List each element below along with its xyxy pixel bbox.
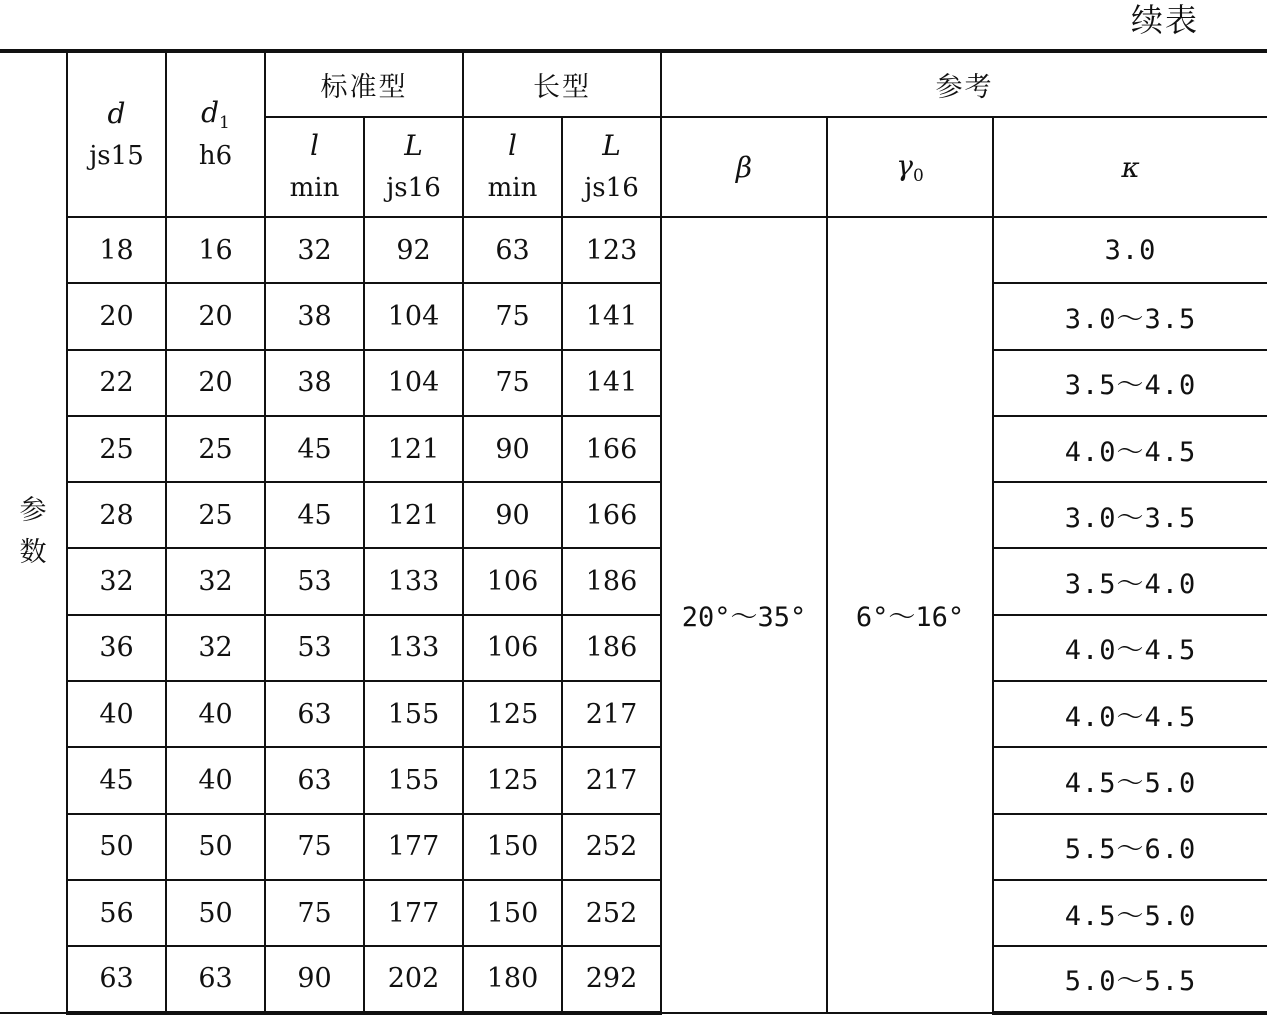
cell-long-L: 252	[562, 880, 661, 946]
cell-d: 45	[67, 747, 166, 813]
cell-long-l: 75	[463, 350, 562, 416]
cell-long-L: 166	[562, 482, 661, 548]
parameter-table	[0, 49, 1267, 1015]
cell-d1: 32	[166, 615, 265, 681]
cell-kappa: 4.0～4.5	[993, 615, 1267, 681]
cell-std-L: 121	[364, 482, 463, 548]
cell-std-L: 133	[364, 548, 463, 614]
L-sub: js16	[584, 173, 639, 203]
cell-kappa: 5.5～6.0	[993, 814, 1267, 880]
cell-d1: 25	[166, 416, 265, 482]
cell-d1: 40	[166, 681, 265, 747]
cell-kappa: 4.0～4.5	[993, 681, 1267, 747]
table-row	[0, 283, 1267, 349]
cell-kappa: 4.5～5.0	[993, 880, 1267, 946]
l-sub: min	[289, 173, 340, 203]
cell-d: 36	[67, 615, 166, 681]
cell-kappa: 3.0	[993, 217, 1267, 283]
side-label-char: 参	[19, 495, 47, 527]
cell-long-L: 217	[562, 747, 661, 813]
beta-value: 20°～35°	[661, 217, 827, 1013]
cell-std-L: 121	[364, 416, 463, 482]
cell-std-l: 45	[265, 482, 364, 548]
side-label-char: 数	[19, 537, 47, 569]
kappa-symbol: κ	[1121, 150, 1140, 184]
cell-std-l: 63	[265, 681, 364, 747]
cell-long-l: 106	[463, 615, 562, 681]
gamma-symbol: γ	[896, 148, 913, 182]
cell-kappa: 4.0～4.5	[993, 416, 1267, 482]
cell-d: 32	[67, 548, 166, 614]
gamma-value: 6°～16°	[827, 217, 993, 1013]
table-row	[0, 482, 1267, 548]
d-symbol: d	[107, 96, 126, 130]
cell-long-L: 141	[562, 350, 661, 416]
header-d1	[166, 51, 265, 217]
table-row	[0, 681, 1267, 747]
cell-std-l: 32	[265, 217, 364, 283]
header-long-l	[463, 117, 562, 217]
L-sub: js16	[386, 173, 441, 203]
d1-subscript: 1	[219, 113, 230, 133]
cell-kappa: 3.0～3.5	[993, 482, 1267, 548]
table-row	[0, 416, 1267, 482]
header-gamma	[827, 117, 993, 217]
header-d	[67, 51, 166, 217]
side-label-cell	[0, 51, 67, 1013]
header-long-L	[562, 117, 661, 217]
cell-d: 63	[67, 946, 166, 1012]
cell-long-L: 186	[562, 615, 661, 681]
cell-long-l: 125	[463, 747, 562, 813]
cell-std-L: 155	[364, 747, 463, 813]
cell-d: 40	[67, 681, 166, 747]
cell-long-L: 186	[562, 548, 661, 614]
cell-std-l: 90	[265, 946, 364, 1012]
side-label	[0, 490, 66, 574]
continued-table-label: 续表	[1130, 1, 1199, 39]
table-row	[0, 946, 1267, 1012]
cell-std-L: 177	[364, 814, 463, 880]
cell-d1: 20	[166, 350, 265, 416]
table-row	[0, 880, 1267, 946]
cell-kappa: 3.5～4.0	[993, 548, 1267, 614]
cell-long-L: 166	[562, 416, 661, 482]
cell-d1: 25	[166, 482, 265, 548]
cell-d: 25	[67, 416, 166, 482]
gamma-subscript: 0	[912, 165, 924, 186]
cell-long-l: 125	[463, 681, 562, 747]
header-row-1	[0, 51, 1267, 117]
cell-kappa: 4.5～5.0	[993, 747, 1267, 813]
cell-d1: 20	[166, 283, 265, 349]
cell-std-L: 155	[364, 681, 463, 747]
cell-long-l: 90	[463, 416, 562, 482]
header-std-l	[265, 117, 364, 217]
cell-d: 28	[67, 482, 166, 548]
cell-std-L: 104	[364, 283, 463, 349]
cell-d1: 50	[166, 880, 265, 946]
cell-d: 50	[67, 814, 166, 880]
cell-std-l: 53	[265, 615, 364, 681]
cell-d1: 16	[166, 217, 265, 283]
cell-d: 18	[67, 217, 166, 283]
table-row	[0, 548, 1267, 614]
cell-d1: 40	[166, 747, 265, 813]
L-symbol: L	[404, 129, 423, 162]
cell-std-l: 75	[265, 880, 364, 946]
l-symbol: l	[310, 129, 319, 162]
table-row	[0, 217, 1267, 283]
header-beta	[661, 117, 827, 217]
beta-symbol: β	[735, 150, 753, 184]
cell-long-L: 123	[562, 217, 661, 283]
cell-long-l: 180	[463, 946, 562, 1012]
cell-long-l: 90	[463, 482, 562, 548]
header-kappa	[993, 117, 1267, 217]
cell-kappa: 3.5～4.0	[993, 350, 1267, 416]
header-standard-type: 标准型	[265, 51, 463, 117]
cell-std-L: 133	[364, 615, 463, 681]
cell-kappa: 3.0～3.5	[993, 283, 1267, 349]
d-tolerance: js15	[89, 140, 144, 171]
cell-std-l: 38	[265, 350, 364, 416]
d1-tolerance: h6	[198, 141, 233, 171]
table-row	[0, 814, 1267, 880]
l-symbol: l	[508, 129, 517, 162]
cell-long-l: 75	[463, 283, 562, 349]
header-long-type: 长型	[463, 51, 661, 117]
header-std-L	[364, 117, 463, 217]
cell-std-L: 104	[364, 350, 463, 416]
cell-std-l: 75	[265, 814, 364, 880]
cell-std-L: 92	[364, 217, 463, 283]
table-row	[0, 615, 1267, 681]
cell-d: 22	[67, 350, 166, 416]
cell-long-L: 141	[562, 283, 661, 349]
header-reference: 参考	[661, 51, 1267, 117]
cell-kappa: 5.0～5.5	[993, 946, 1267, 1012]
table-row	[0, 350, 1267, 416]
cell-std-l: 53	[265, 548, 364, 614]
cell-std-l: 63	[265, 747, 364, 813]
cell-std-l: 45	[265, 416, 364, 482]
cell-long-L: 217	[562, 681, 661, 747]
cell-long-L: 292	[562, 946, 661, 1012]
cell-long-l: 150	[463, 880, 562, 946]
cell-d1: 32	[166, 548, 265, 614]
cell-long-L: 252	[562, 814, 661, 880]
cell-std-L: 177	[364, 880, 463, 946]
cell-std-L: 202	[364, 946, 463, 1012]
cell-long-l: 106	[463, 548, 562, 614]
d1-symbol: d	[201, 96, 220, 129]
L-symbol: L	[602, 129, 621, 162]
cell-d1: 63	[166, 946, 265, 1012]
cell-d: 56	[67, 880, 166, 946]
cell-long-l: 63	[463, 217, 562, 283]
cell-d1: 50	[166, 814, 265, 880]
table-row	[0, 747, 1267, 813]
cell-std-l: 38	[265, 283, 364, 349]
l-sub: min	[487, 173, 538, 203]
cell-d: 20	[67, 283, 166, 349]
cell-long-l: 150	[463, 814, 562, 880]
